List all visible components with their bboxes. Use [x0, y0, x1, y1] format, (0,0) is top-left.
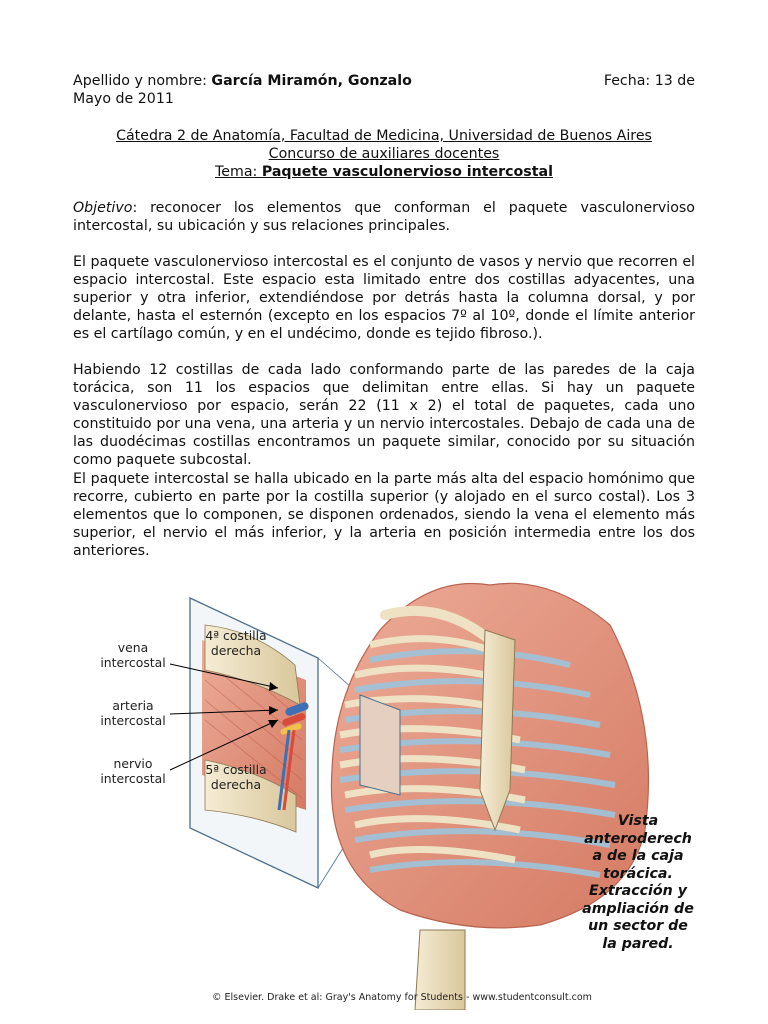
contest-line: Concurso de auxiliares docentes [268, 146, 500, 162]
objective [73, 199, 695, 235]
topic-label: Tema [215, 164, 253, 180]
image-credit: © Elsevier. Drake et al: Gray's Anatomy for Students - www.studentconsult.com [212, 992, 592, 1003]
header [73, 72, 695, 108]
date-line1: Fecha: 13 de [603, 73, 695, 89]
institution-line: Cátedra 2 de Anatomía, Facultad de Medicina, Universidad de Buenos Aires [116, 128, 652, 144]
figure-caption: Vista anteroderech a de la caja torácica. Extracción y ampliación de un sector de la pared. [582, 813, 694, 952]
label-rib-4: 4ª costilla derecha [205, 628, 267, 658]
label-rib-5: 5ª costilla derecha [205, 762, 267, 792]
name-label: Apellido y nombre: [73, 73, 207, 89]
paragraph-3: El paquete intercostal se halla ubicado en la parte más alta del espacio homónimo que recorre, cubierto en parte por la costilla superior (y alojado en el surco costal). Los 3 elementos que lo componen, se disponen ordenados, siendo la vena el elemento más superior, el nervio el más inferior, y la arteria en posición intermedia entre los dos anteriores. [73, 471, 695, 559]
topic-line: Tema: Paquete vasculonervioso intercostal [215, 164, 553, 180]
extraction-window [360, 695, 400, 795]
institution-block [73, 127, 695, 181]
student-name: García Miramón, Gonzalo [211, 73, 412, 89]
topic-title: Paquete vasculonervioso intercostal [261, 164, 553, 180]
date-line2: Mayo de 2011 [73, 91, 174, 107]
label-nerve: nervio intercostal [100, 756, 166, 786]
label-vein: vena intercostal [100, 640, 166, 670]
paragraph-1: El paquete vasculonervioso intercostal es el conjunto de vasos y nervio que recorren el espacio intercostal. Este espacio esta limitado entre dos costillas adyacentes, una superior y otra inferior, extendiéndose por detrás hasta la columna dorsal, y por delante, hasta el esternón (excepto en los espacios 7º al 10º, donde el límite anterior es el cartílago común, y en el undécimo, donde es tejido fibroso.). [73, 254, 695, 342]
paragraph-2: Habiendo 12 costillas de cada lado conformando parte de las paredes de la caja torácica, son 11 los espacios que delimitan entre ellas. Si hay un paquete vasculonervioso por espacio, serán 22 (11 x 2) el total de paquetes, cada uno constituido por una vena, una arteria y un nervio intercostales. Debajo de cada una de las duodécimas costillas encontramos un paquete similar, conocido por su situación como paquete subcostal. [73, 362, 695, 468]
objective-text: : reconocer los elementos que conforman el paquete vasculonervioso intercostal, su ubicación y sus relaciones principales. [73, 200, 695, 234]
objective-label: Objetivo [73, 200, 133, 216]
label-artery: arteria intercostal [100, 698, 166, 728]
